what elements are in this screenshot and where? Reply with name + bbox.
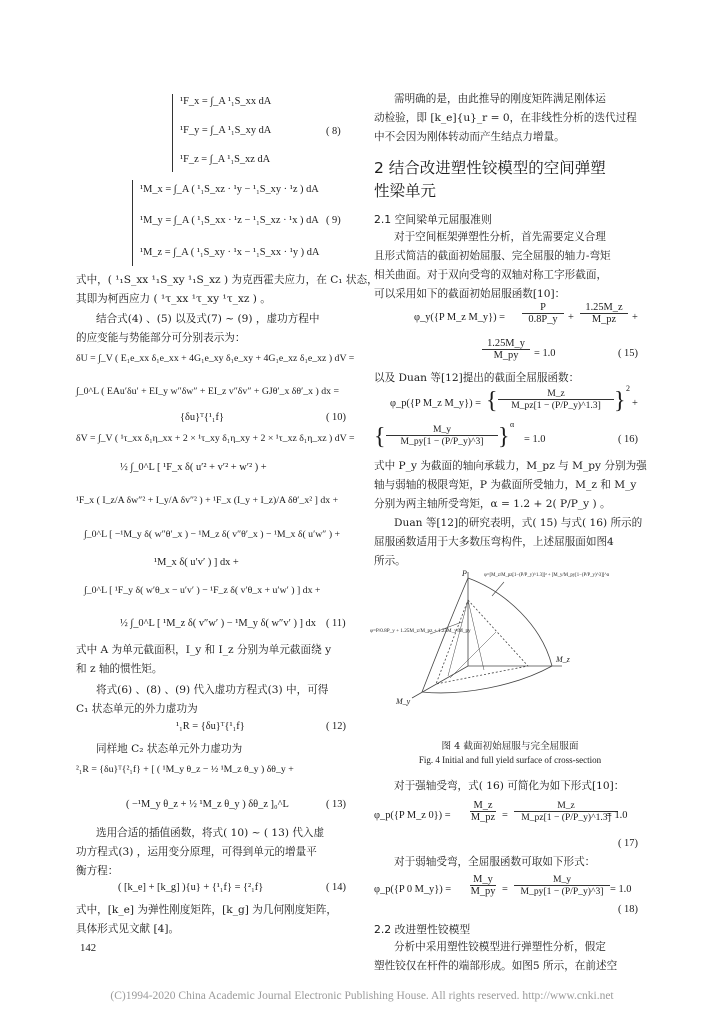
eq16-term-1-num: M_z [547,388,565,399]
eq11-number: ( 11) [326,618,346,629]
paragraph-yield-line-1: 对于空间框架弹塑性分析，首先需要定义合理 [394,231,606,243]
subsection-title-2-2: 2.2 改进塑性铰模型 [374,923,471,936]
eq15-frac-2-num: 1.25M_z [585,302,623,313]
eq15-frac-1 [522,302,564,325]
eq8-number: ( 8) [326,126,341,137]
paragraph-stiffness-line-1: 式中，[k_e] 为弹性刚度矩阵，[k_g] 为几何刚度矩阵， [76,904,338,916]
eq16-term-2-den: M_py[1 − (P/P_y)^3] [386,435,498,447]
eq18-frac-2-num: M_y [552,874,572,885]
eq11-line-2: ½ ∫_0^L [ ¹F_x δ( u′² + v′² + w′² ) + [120,462,267,473]
eq16-term-2 [386,424,498,447]
eq16-bracket-open-1: { [486,388,498,414]
eq12-number: ( 12) [326,721,346,732]
paragraph-kirchhoff-line-1: 式中，( ¹₁S_xx ¹₁S_xy ¹₁S_xz ) 为克西霍夫应力，在 C₁ 状态， [76,274,378,286]
section-title-line-2: 性梁单元 [374,182,437,200]
eq16-bracket-open-2: { [374,424,386,450]
eq15-frac-1-den: 0.8P_y [522,313,564,325]
eq18-eq: = [502,884,508,895]
eq18-lhs: φ_p({P 0 M_y}) = [374,884,452,895]
section-title-line-1: 2 结合改进塑性铰模型的空间弹塑 [374,159,606,177]
eq18-frac-1-den: M_py [470,886,496,897]
eq15-frac-1-num: P [540,302,546,313]
eq16-plus: + [632,398,638,409]
eq15-frac-3 [482,338,530,361]
eq18-frac-2-den: M_py[1 − (P/P_y)^3] [514,885,610,897]
eq8-line-1: ¹F_x = ∫_A ¹₁S_xx dA [180,96,272,107]
full-yield-curve-2 [422,578,468,692]
eq17-eq: = [502,810,508,821]
paragraph-substitute-line-2: C₁ 状态单元的外力虚功为 [76,703,198,715]
paragraph-rigid-line-1: 需明确的是，由此推导的刚度矩阵满足刚体运 [394,93,606,105]
paragraph-applicability-line-2: 屈服函数适用于大多数压弯构件，上述屈服面如图4 [374,536,614,548]
paragraph-area-line-2: 和 z 轴的惯性矩。 [76,663,163,675]
paragraph-yield-line-3: 相关曲面。对于双向受弯的双轴对称工字形截面， [374,269,608,281]
eq13-line-1: ²₁R = {δu}ᵀ{²₁f} + [ ( ¹M_y θ_z − ½ ¹M_z θ_y ) δθ_y + [76,764,294,775]
paragraph-kirchhoff-line-2: 其即为柯西应力 ( ¹τ_xx ¹τ_xy ¹τ_xz ) 。 [76,293,271,305]
eq9-number: ( 9) [326,215,341,226]
axis-label-mz: M_z [556,655,570,664]
paragraph-interp-line-2: 功方程式(3) ，运用变分原理，可得到单元的增量平 [76,846,317,858]
paragraph-rigid-line-3: 中不会因为刚体转动而产生结点力增量。 [374,131,565,143]
figure-4-caption-en: Fig. 4 Initial and full yield surface of cross-section [418,755,602,765]
eq16-term-1 [498,388,614,411]
eq11-line-7: ½ ∫_0^L [ ¹M_z δ( v″w′ ) − ¹M_y δ( w″v′ ) ] dx [120,618,316,629]
eq18-rhs: = 1.0 [610,884,632,895]
eq10-line-3: {δu}ᵀ{¹₁f} [180,412,225,423]
axis-label-my: M_y [396,697,411,706]
paragraph-interp-line-1: 选用合适的插值函数，将式( 10) ~ ( 13) 代入虚 [96,827,325,839]
eq12: ¹₁R = {δu}ᵀ{¹₁f} [176,721,245,732]
paragraph-yield-line-4: 可以采用如下的截面初始屈服函数[10]： [374,288,566,300]
eq8-line-3: ¹F_z = ∫_A ¹₁S_xz dA [180,154,271,165]
eq17-frac-1-num: M_z [473,800,493,811]
eq11-line-4: ∫_0^L [ −¹M_y δ( w″θ′_x ) − ¹M_z δ( v″θ′_x ) − ¹M_x δ( u′w″ ) + [84,529,341,540]
paragraph-similarly: 同样地 C₂ 状态单元外力虚功为 [96,743,243,755]
paragraph-substitute-line-1: 将式(6) 、(8) 、(9) 代入虚功方程式(3) 中，可得 [96,684,329,696]
axis-label-p: P [462,569,467,578]
eq15-lhs: φ_y({P M_z M_y}) = [414,312,506,323]
paragraph-hinge-line-1: 分析中采用塑性铰模型进行弹塑性分析，假定 [394,941,606,953]
eq17-frac-1-den: M_pz [470,812,496,823]
paragraph-rigid-line-2: 动检验，即 [k_e]{u}_r = 0，在非线性分析的迭代过程 [374,112,637,124]
eq18-number: ( 18) [618,904,638,915]
eq9-line-3: ¹M_z = ∫_A ( ¹₁S_xy · ¹x − ¹₁S_xx · ¹y ) dA [140,247,320,258]
eq11-line-6: ∫_0^L [ ¹F_y δ( w′θ_x − u′v′ ) − ¹F_z δ( v′θ_x + u′w′ ) ] dx + [84,585,321,596]
leader-right [492,582,504,596]
paragraph-hinge-line-2: 塑性铰仅在杆件的端部形成。如图5 所示，在前述空 [374,960,618,972]
copyright-footer: (C)1994-2020 China Academic Journal Electronic Publishing House. All rights reserved. http://www.cnki.net [110,990,614,1002]
eq18-frac-2 [514,874,610,897]
eq15-frac-3-num: 1.25M_y [487,338,525,349]
eq8-line-2: ¹F_y = ∫_A ¹₁S_xy dA [180,125,272,136]
paragraph-area-line-1: 式中 A 为单元截面积，I_y 和 I_z 分别为单元截面绕 y [76,644,332,656]
figure-right-formula: φ=[M_z/M_pz[1−(P/P_y)^1.3]]² + [M_y/M_py[1−(P/P_y)^3]]^α [484,573,610,578]
eq16-bracket-close-1: } [614,388,626,414]
paragraph-weak-axis: 对于弱轴受弯，全屈服函数可取如下形式： [394,856,596,868]
paragraph-yield-line-2: 且形式简洁的截面初始屈服、完全屈服的轴力-弯矩 [374,250,611,262]
eq9-brace [132,180,133,266]
eq11-line-3: ¹F_x ( I_z/A δw″² + I_y/A δv″² ) + ¹F_x (I_y + I_z)/A δθ′_x² ] dx + [76,495,339,506]
paragraph-strong-axis: 对于强轴受弯，式( 16) 可简化为如下形式[10]： [394,780,625,792]
eq9-line-2: ¹M_y = ∫_A ( ¹₁S_xx · ¹z − ¹₁S_xz · ¹x ) dA [140,215,319,226]
eq16-exp-2: α [510,420,515,429]
eq15-frac-3-den: M_py [482,349,530,361]
eq9-line-1: ¹M_x = ∫_A ( ¹₁S_xz · ¹y − ¹₁S_xy · ¹z ) dA [140,184,319,195]
eq15-number: ( 15) [618,348,638,359]
eq8-brace [172,94,173,172]
eq10-number: ( 10) [326,412,346,423]
subsection-title-2-1: 2.1 空间梁单元屈服准则 [374,213,492,226]
eq16-lhs: φ_p({P M_z M_y}) = [390,398,482,409]
eq16-exp-1: 2 [626,384,630,393]
eq18-frac-1-num: M_y [473,874,493,885]
paragraph-symbols-line-2: 轴与弱轴的极限弯矩，P 为截面所受轴力，M_z 和 M_y [374,479,637,491]
eq13-number: ( 13) [326,799,346,810]
paragraph-applicability-line-1: Duan 等[12]的研究表明，式( 15) 与式( 16) 所示的 [394,517,643,529]
eq17-rhs: = 1.0 [606,810,628,821]
eq16-term-1-den: M_pz[1 − (P/P_y)^1.3] [498,399,614,411]
full-yield-curve-1 [468,578,552,666]
eq18-frac-1 [470,874,496,897]
figure-4-yield-surface [366,566,646,716]
eq16-number: ( 16) [618,434,638,445]
paragraph-applicability-line-3: 所示。 [374,555,406,567]
eq11-line-5: ¹M_x δ( u′v′ ) ] dx + [154,557,239,568]
page-number: 142 [80,942,97,954]
eq10-line-1: δU = ∫_V ( E₁e_xx δ₁e_xx + 4G₁e_xy δ₁e_xy + 4G₁e_xz δ₁e_xz ) dV = [76,353,355,364]
paragraph-duan: 以及 Duan 等[12]提出的截面全屈服函数： [374,372,580,384]
paragraph-combine-line-1: 结合式(4) 、(5) 以及式(7) ~ (9) ，虚功方程中 [96,313,320,325]
eq17-number: ( 17) [618,838,638,849]
eq17-frac-2-den: M_pz[1 − (P/P_y)^1.3] [514,811,618,823]
eq15-plus-1: + [568,312,574,323]
eq15-frac-2-den: M_pz [580,313,628,325]
paragraph-stiffness-line-2: 具体形式见文献 [4]。 [76,923,180,935]
paragraph-interp-line-3: 衡方程： [76,865,119,877]
paragraph-symbols-line-3: 分别为两主轴所受弯矩，α = 1.2 + 2( P/P_y ) 。 [374,498,611,510]
eq17-frac-2-num: M_z [557,800,575,811]
eq17-frac-2 [514,800,618,823]
initial-yield-surface [436,600,528,684]
eq16-bracket-close-2: } [498,424,510,450]
eq11-line-1: δV = ∫_V ( ¹τ_xx δ₁η_xx + 2 × ¹τ_xy δ₁η_xy + 2 × ¹τ_xz δ₁η_xz ) dV = [76,433,355,444]
eq14-number: ( 14) [326,882,346,893]
eq15-plus-2: + [632,312,638,323]
eq17-frac-1 [470,800,496,823]
eq17-lhs: φ_p({P M_z 0}) = [374,810,451,821]
eq15-rhs: = 1.0 [534,348,556,359]
figure-left-formula: φ=P/0.8P_y + 1.25M_z/M_pz + 1.25M_y/M_py [370,628,471,634]
eq16-term-2-num: M_y [432,424,452,435]
eq15-frac-2 [580,302,628,325]
eq16-rhs: = 1.0 [524,434,546,445]
paragraph-combine-line-2: 的应变能与势能部分可分别表示为： [76,332,246,344]
figure-4-caption-cn: 图 4 截面初始屈服与完全屈服面 [441,741,579,752]
eq14: ( [k_e] + [k_g] ){u} + {¹₁f} = {²₁f} [118,882,264,893]
eq13-line-2: ( −¹M_y θ_z + ½ ¹M_z θ_y ) δθ_z ]₀^L [126,799,289,810]
eq10-line-2: ∫_0^L ( EAu′δu′ + EI_y w″δw″ + EI_z v″δv″ + GJθ′_x δθ′_x ) dx = [76,386,339,397]
paragraph-symbols-line-1: 式中 P_y 为截面的轴向承载力，M_pz 与 M_py 分别为强 [374,460,647,472]
